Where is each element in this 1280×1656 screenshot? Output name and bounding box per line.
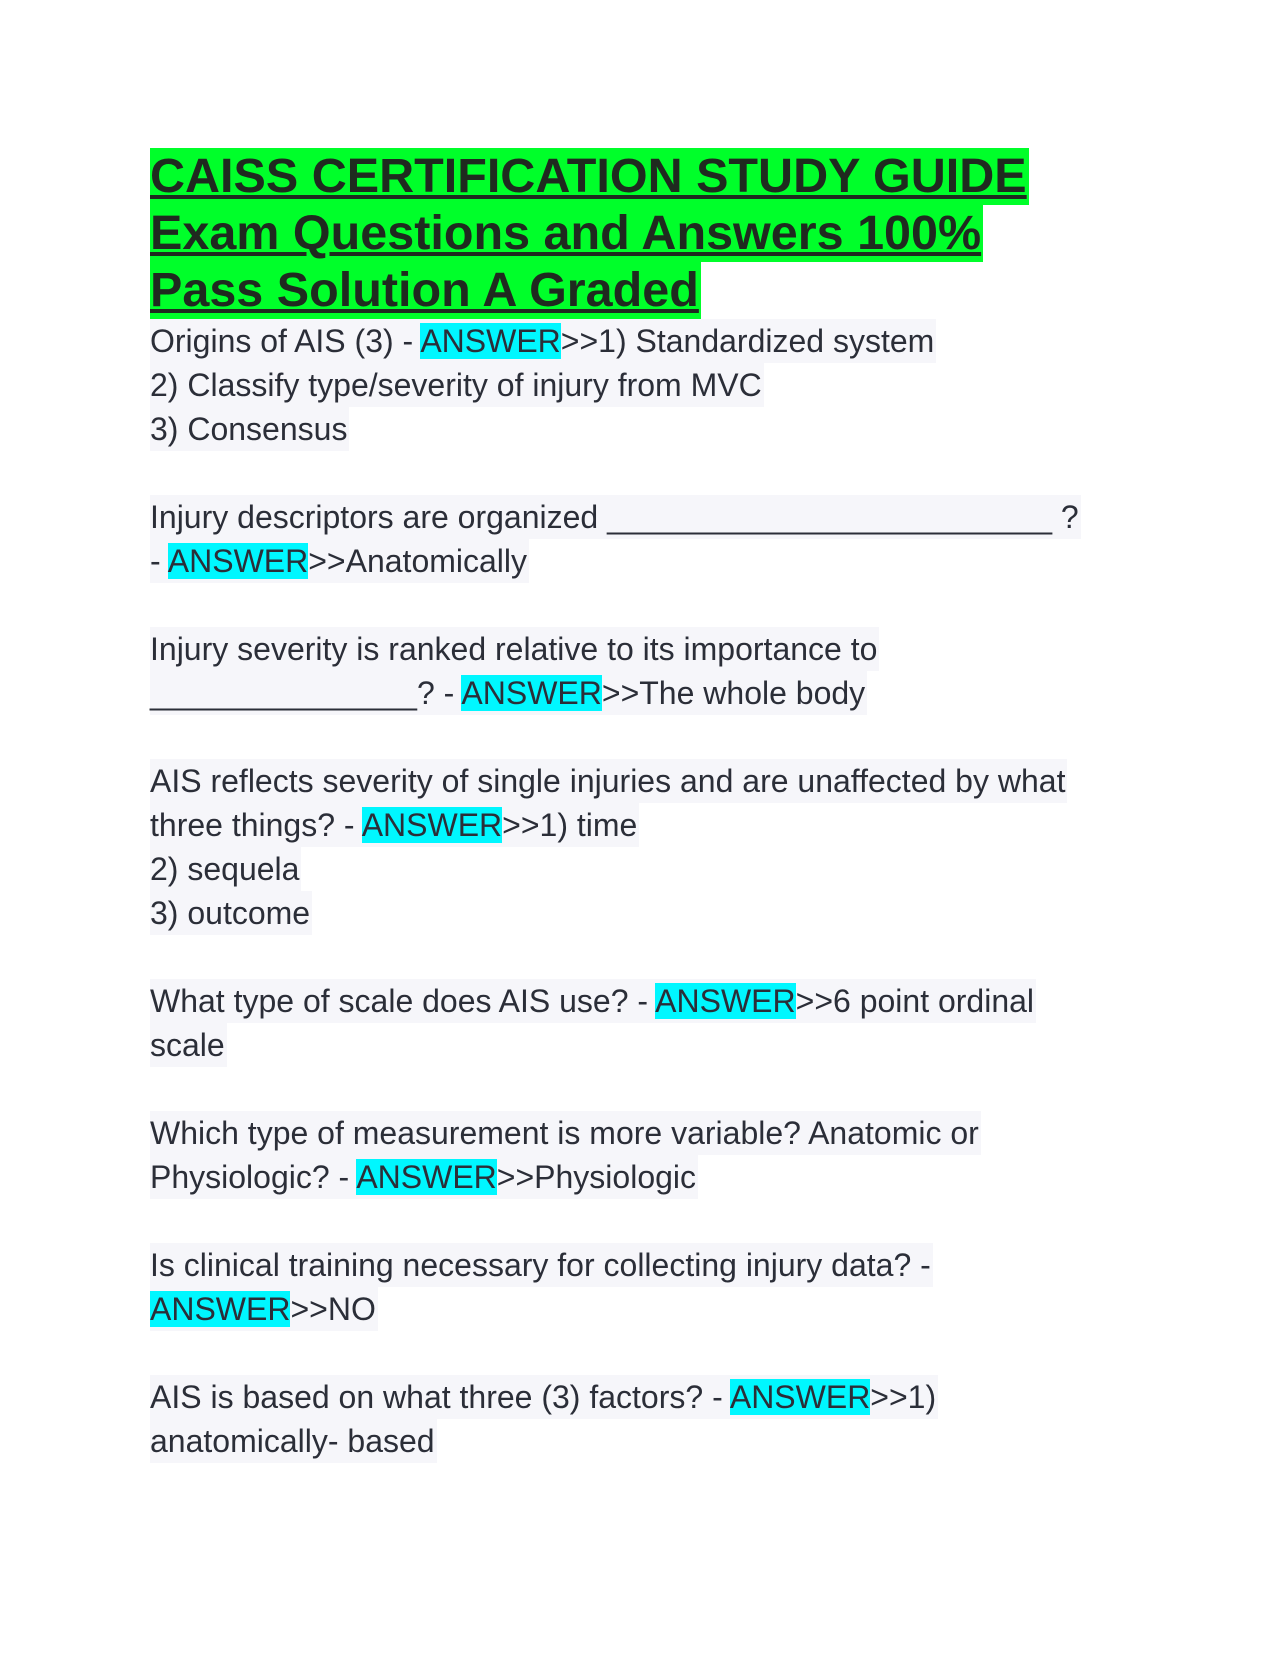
document-title	[150, 148, 1140, 319]
question-text: -	[150, 543, 168, 579]
answer-text: >>The whole body	[601, 675, 866, 711]
question-text: Physiologic? -	[150, 1159, 357, 1195]
answer-label: ANSWER	[167, 543, 309, 579]
question-text: AIS is based on what three (3) factors? -	[150, 1379, 730, 1415]
title-line: CAISS CERTIFICATION STUDY GUIDE	[150, 149, 1027, 203]
answer-text: >>Anatomically	[308, 543, 528, 579]
qa-item	[150, 495, 1140, 583]
answer-text: >>6 point ordinal	[795, 983, 1035, 1019]
qa-line	[150, 979, 1036, 1023]
question-text: three things? -	[150, 807, 362, 843]
question-text: Origins of AIS (3) -	[150, 323, 421, 359]
qa-line: 3) Consensus	[150, 407, 349, 451]
qa-line	[150, 1155, 698, 1199]
answer-label: ANSWER	[420, 323, 561, 359]
answer-text: >>Physiologic	[496, 1159, 697, 1195]
question-text: _______________? -	[150, 675, 462, 711]
qa-line: Which type of measurement is more variable? Anatomic or	[150, 1111, 981, 1155]
qa-line: Injury severity is ranked relative to its importance to	[150, 627, 879, 671]
answer-label: ANSWER	[461, 675, 602, 711]
qa-line: 2) sequela	[150, 847, 301, 891]
qa-item	[150, 319, 1140, 451]
answer-label: ANSWER	[150, 1291, 291, 1327]
answer-label: ANSWER	[361, 807, 503, 843]
qa-item	[150, 627, 1140, 715]
qa-line	[150, 803, 639, 847]
qa-line	[150, 539, 529, 583]
document-page	[150, 148, 1140, 1463]
qa-item	[150, 759, 1140, 935]
answer-text: >>1)	[870, 1379, 937, 1415]
answer-label: ANSWER	[655, 983, 796, 1019]
title-line: Pass Solution A Graded	[150, 263, 699, 317]
answer-label: ANSWER	[729, 1379, 871, 1415]
qa-line: 3) outcome	[150, 891, 312, 935]
qa-line: Is clinical training necessary for collecting injury data? -	[150, 1243, 933, 1287]
qa-item	[150, 979, 1140, 1067]
qa-item	[150, 1375, 1140, 1463]
qa-line	[150, 1287, 378, 1331]
qa-line: anatomically- based	[150, 1419, 437, 1463]
answer-text: >>NO	[290, 1291, 376, 1327]
qa-line: scale	[150, 1023, 227, 1067]
qa-item	[150, 1111, 1140, 1199]
qa-item	[150, 1243, 1140, 1331]
qa-line: Injury descriptors are organized _________________________ ?	[150, 495, 1081, 539]
qa-line: 2) Classify type/severity of injury from MVC	[150, 363, 764, 407]
title-line: Exam Questions and Answers 100%	[150, 206, 982, 260]
question-text: What type of scale does AIS use? -	[150, 983, 656, 1019]
qa-line: AIS reflects severity of single injuries and are unaffected by what	[150, 759, 1067, 803]
answer-text: >>1) Standardized system	[560, 323, 935, 359]
qa-line	[150, 319, 936, 363]
qa-line	[150, 671, 867, 715]
answer-label: ANSWER	[356, 1159, 497, 1195]
answer-text: >>1) time	[502, 807, 638, 843]
qa-line	[150, 1375, 938, 1419]
